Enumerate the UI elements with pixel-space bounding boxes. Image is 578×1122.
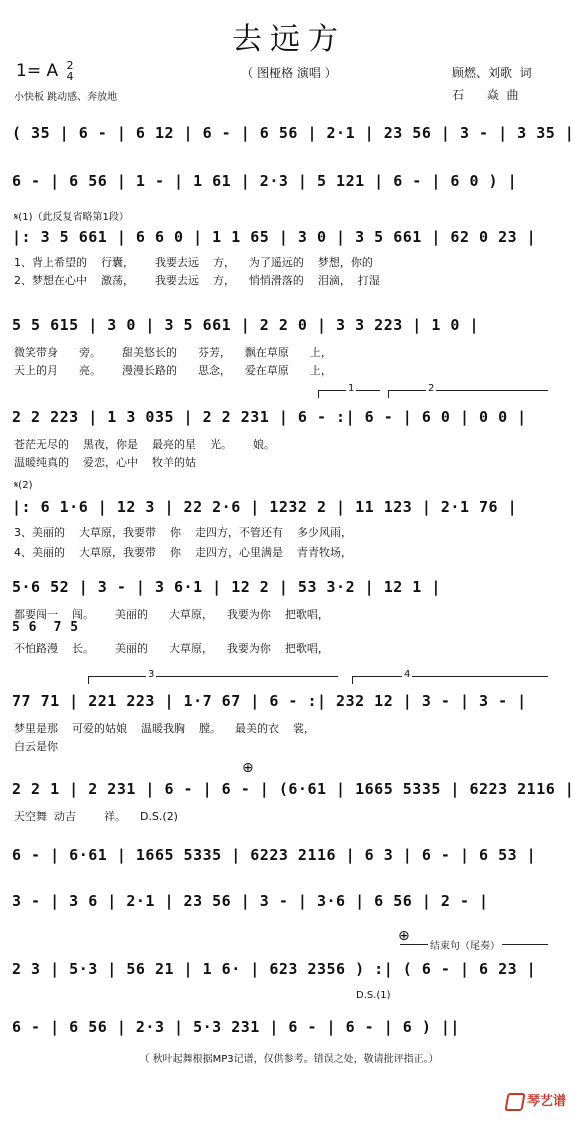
volta-2-left bbox=[388, 390, 389, 398]
footer-note: （ 秋叶起舞根据MP3记谱，仅供参考。错误之处，敬请批评指正。） bbox=[139, 1054, 439, 1065]
score-line-13: 6 - | 6 56 | 2·3 | 5·3 231 | 6 - | 6 - | 6 ) || bbox=[12, 1018, 460, 1036]
singer-credit: （ 图桠格 演唱 ） bbox=[241, 66, 337, 80]
score-line-11: 3 - | 3 6 | 2·1 | 23 56 | 3 - | 3·6 | 6 56 | 2 - | bbox=[12, 892, 489, 910]
lyric-line-8: 白云是你 bbox=[14, 740, 58, 753]
song-title: 去远方 bbox=[232, 22, 346, 57]
lyric-line-9: 天空舞 动吉 祥。 D.S.(2) bbox=[14, 810, 178, 823]
score-line-8: 77 71 | 221 223 | 1·7 67 | 6 - :| 232 12 | 3 - | 3 - | bbox=[12, 692, 527, 710]
volta-4-left bbox=[352, 676, 353, 684]
segno-2-mark: 𝄋(2) bbox=[14, 480, 33, 491]
logo-icon bbox=[504, 1093, 525, 1111]
lyric-line-1: 微笑带身 旁。 甜美悠长的 芬芳， 飘在草原 上， bbox=[14, 346, 332, 359]
coda-sign-1: ⊕ bbox=[242, 760, 254, 776]
lyric-line-2: 天上的月 亮。 漫漫长路的 思念， 爱在草原 上， bbox=[14, 364, 332, 377]
lyric-line-5: 都要闯一 闯。 美丽的 大草原， 我要为你 把歌唱， bbox=[14, 608, 329, 621]
score-line-2: 6 - | 6 56 | 1 - | 1 61 | 2·3 | 5 121 | 6 - | 6 0 ) | bbox=[12, 172, 518, 190]
volta-1-label: 1 bbox=[348, 383, 355, 394]
score-line-9: 2 2 1 | 2 231 | 6 - | 6 - | (6·61 | 1665 5335 | 6223 2116 | bbox=[12, 780, 575, 798]
score-line-4: 5 5 615 | 3 0 | 3 5 661 | 2 2 0 | 3 3 223 | 1 0 | bbox=[12, 316, 480, 334]
tempo-mood: 小快板 跳动感、奔放地 bbox=[14, 92, 118, 103]
lyric-line-4: 温暖纯真的 爱恋，心中 牧羊的姑 bbox=[14, 456, 196, 469]
key-signature bbox=[16, 60, 74, 82]
score-line-5: 2 2 223 | 1 3 035 | 2 2 231 | 6 - :| 6 - | 6 0 | 0 0 | bbox=[12, 408, 527, 426]
ds-1-mark: D.S.(1) bbox=[356, 990, 391, 1001]
segno-1-mark: 𝄋(1)（此反复省略第1段） bbox=[14, 212, 129, 223]
volta-4-label: 4 bbox=[404, 669, 411, 680]
key-text: 1= A bbox=[16, 61, 59, 81]
lyric-line-6: 不怕路漫 长。 美丽的 大草原， 我要为你 把歌唱， bbox=[14, 642, 329, 655]
logo-text: 琴艺谱 bbox=[527, 1094, 567, 1109]
score-sub-line: 5 6 7 5 bbox=[12, 620, 79, 635]
volta-3-left bbox=[88, 676, 89, 684]
site-logo bbox=[506, 1090, 566, 1111]
ending-label: 结束句（尾奏） bbox=[428, 937, 502, 952]
composer: 石 焱 曲 bbox=[452, 88, 519, 102]
time-signature bbox=[67, 60, 74, 82]
volta-2-label: 2 bbox=[428, 383, 435, 394]
volta-1-left bbox=[318, 390, 319, 398]
volta-2-bracket bbox=[388, 390, 548, 391]
credits bbox=[452, 62, 532, 106]
time-top: 2 bbox=[66, 59, 74, 72]
volta-4-bracket bbox=[352, 676, 548, 677]
lyric-verse-1: 1、背上希望的 行囊， 我要去远 方， 为了遥远的 梦想，你的 bbox=[14, 256, 373, 269]
score-line-7: 5·6 52 | 3 - | 3 6·1 | 12 2 | 53 3·2 | 12 1 | bbox=[12, 578, 441, 596]
score-line-10: 6 - | 6·61 | 1665 5335 | 6223 2116 | 6 3 | 6 - | 6 53 | bbox=[12, 846, 537, 864]
lyric-verse-3: 3、美丽的 大草原，我要带 你 走四方，不管还有 多少风雨， bbox=[14, 526, 352, 539]
score-line-3: |: 3 5 661 | 6 6 0 | 1 1 65 | 3 0 | 3 5 661 | 62 0 23 | bbox=[12, 228, 537, 246]
lyric-verse-4: 4、美丽的 大草原，我要带 你 走四方，心里满是 青青牧场， bbox=[14, 546, 352, 559]
lyric-line-3: 苍茫无尽的 黑夜，你是 最亮的星 光。 娘。 bbox=[14, 438, 275, 451]
score-line-1: ( 35 | 6 - | 6 12 | 6 - | 6 56 | 2·1 | 23 56 | 3 - | 3 35 | bbox=[12, 124, 575, 142]
volta-3-bracket bbox=[88, 676, 338, 677]
score-line-12: 2 3 | 5·3 | 56 21 | 1 6· | 623 2356 ) :| ( 6 - | 6 23 | bbox=[12, 960, 537, 978]
time-bottom: 4 bbox=[66, 70, 74, 83]
lyricist: 顾燃、刘歌 词 bbox=[452, 66, 532, 80]
lyric-verse-2: 2、梦想在心中 激荡， 我要去远 方， 悄悄滑落的 泪滴， 打湿 bbox=[14, 274, 380, 287]
score-line-6: |: 6 1·6 | 12 3 | 22 2·6 | 1232 2 | 11 123 | 2·1 76 | bbox=[12, 498, 518, 516]
lyric-line-7: 梦里是那 可爱的姑娘 温暖我胸 膛。 最美的衣 裳， bbox=[14, 722, 315, 735]
coda-sign-2: ⊕ bbox=[398, 928, 410, 944]
volta-3-label: 3 bbox=[148, 669, 155, 680]
